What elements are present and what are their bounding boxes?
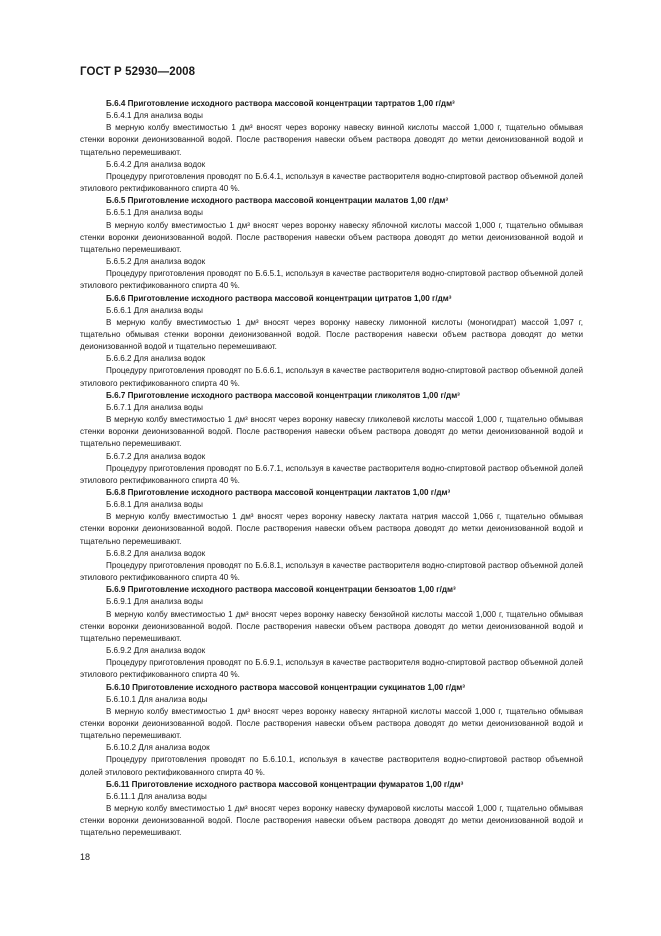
body-paragraph: Процедуру приготовления проводят по Б.6.9.1, используя в качестве растворителя водно-спиртовой раствор объемной долей этилового ректификованного спирта 40 %. — [80, 658, 583, 680]
body-paragraph: Б.6.6.1 Для анализа воды — [106, 305, 203, 315]
body-paragraph: Б.6.10.2 Для анализа водок — [106, 743, 210, 753]
body-paragraph: Б.6.7.2 Для анализа водок — [106, 451, 206, 461]
body-paragraph: Б.6.5.2 Для анализа водок — [106, 257, 206, 267]
body-paragraph: В мерную колбу вместимостью 1 дм³ вносят через воронку навеску бензойной кислоты массой 1,000 г, тщательно обмывая стенки воронки деионизованной водой. После растворения навески объем раствора доводят до метки деионизованной водой и тщательно перемешивают. — [80, 609, 583, 643]
section-heading: Б.6.4 Приготовление исходного раствора массовой концентрации тартратов 1,00 г/дм³ — [106, 99, 455, 108]
body-paragraph: В мерную колбу вместимостью 1 дм³ вносят через воронку навеску винной кислоты массой 1,000 г, тщательно обмывая стенки воронки деионизованной водой. После растворения навески объем раствора доводят до метки деионизованной водой и тщательно перемешивают. — [80, 123, 583, 157]
page-header-title: ГОСТ Р 52930—2008 — [80, 66, 196, 78]
section-heading: Б.6.5 Приготовление исходного раствора массовой концентрации малатов 1,00 г/дм³ — [106, 196, 449, 206]
section-heading: Б.6.11 Приготовление исходного раствора массовой концентрации фумаратов 1,00 г/дм³ — [106, 779, 464, 789]
body-paragraph: Процедуру приготовления проводят по Б.6.7.1, используя в качестве растворителя водно-спиртовой раствор объемной долей этилового ректификованного спирта 40 %. — [80, 463, 583, 485]
body-paragraph: В мерную колбу вместимостью 1 дм³ вносят через воронку навеску фумаровой кислоты массой 1,000 г, тщательно обмывая стенки воронки деионизованной водой. После растворения навески объем раствора доводят до метки деионизованной водой и тщательно перемешивают. — [80, 804, 583, 838]
body-paragraph: В мерную колбу вместимостью 1 дм³ вносят через воронку навеску янтарной кислоты массой 1,000 г, тщательно обмывая стенки воронки деионизованной водой. После растворения навески объем раствора доводят до метки деионизованной водой и тщательно перемешивают. — [80, 706, 583, 741]
body-paragraph: Процедуру приготовления проводят по Б.6.8.1, используя в качестве растворителя водно-спиртовой раствор объемной долей этилового ректификованного спирта 40 %. — [80, 560, 583, 583]
body-paragraph: Процедуру приготовления проводят по Б.6.10.1, используя в качестве растворителя водно-спиртовой раствор объемной долей этилового ректификованного спирта 40 %. — [80, 755, 583, 777]
body-paragraph: Процедуру приготовления проводят по Б.6.5.1, используя в качестве растворителя водно-спиртовой раствор объемной долей этилового ректификованного спирта 40 %. — [80, 269, 583, 291]
body-paragraph: Б.6.8.2 Для анализа водок — [106, 548, 206, 558]
body-paragraph: Б.6.11.1 Для анализа воды — [106, 791, 207, 801]
section-heading: Б.6.9 Приготовление исходного раствора массовой концентрации бензоатов 1,00 г/дм³ — [106, 585, 456, 595]
section-heading: Б.6.7 Приготовление исходного раствора массовой концентрации гликолятов 1,00 г/дм³ — [106, 390, 460, 400]
body-paragraph: Б.6.4.1 Для анализа воды — [106, 111, 203, 121]
body-paragraph: Б.6.6.2 Для анализа водок — [106, 354, 206, 364]
body-paragraph: Процедуру приготовления проводят по Б.6.4.1, используя в качестве растворителя водно-спиртовой раствор объемной долей этилового ректификованного спирта 40 %. — [80, 171, 583, 194]
section-heading: Б.6.10 Приготовление исходного раствора массовой концентрации сукцинатов 1,00 г/дм³ — [106, 682, 465, 692]
body-paragraph: Процедуру приготовления проводят по Б.6.6.1, используя в качестве растворителя водно-спиртовой раствор объемной долей этилового ректификованного спирта 40 %. — [80, 366, 583, 388]
section-heading: Б.6.8 Приготовление исходного раствора массовой концентрации лактатов 1,00 г/дм³ — [106, 488, 451, 497]
body-paragraph: Б.6.5.1 Для анализа воды — [106, 208, 203, 218]
body-paragraph: Б.6.4.2 Для анализа водок — [106, 159, 206, 169]
section-heading: Б.6.6 Приготовление исходного раствора массовой концентрации цитратов 1,00 г/дм³ — [106, 293, 452, 303]
body-paragraph: В мерную колбу вместимостью 1 дм³ вносят через воронку навеску гликолевой кислоты массой 1,000 г, тщательно обмывая стенки воронки деионизованной водой. После растворения навески объем раствора доводят до метки деионизованной водой и тщательно перемешивают. — [80, 415, 583, 449]
body-paragraph: Б.6.8.1 Для анализа воды — [106, 500, 203, 510]
page-number: 18 — [80, 852, 91, 862]
body-paragraph: Б.6.9.2 Для анализа водок — [106, 646, 206, 656]
body-paragraph: В мерную колбу вместимостью 1 дм³ вносят через воронку навеску лактата натрия массой 1,066 г, тщательно обмывая стенки воронки деионизованной водой. После растворения навески объем раствора доводят до метки деионизованной водой и тщательно перемешивают. — [80, 512, 583, 546]
body-paragraph: Б.6.9.1 Для анализа воды — [106, 597, 203, 607]
body-paragraph: Б.6.10.1 Для анализа воды — [106, 694, 208, 704]
body-paragraph: В мерную колбу вместимостью 1 дм³ вносят через воронку навеску яблочной кислоты массой 1,000 г, тщательно обмывая стенки воронки деионизованной водой. После растворения навески объем раствора доводят до метки деионизованной водой и тщательно перемешивают. — [80, 220, 583, 254]
body-paragraph: В мерную колбу вместимостью 1 дм³ вносят через воронку навеску лимонной кислоты (моногидрат) массой 1,097 г, тщательно обмывая стенки воронки деионизованной водой. После растворения навески объем раствора доводят до метки деионизованной водой и тщательно перемешивают. — [80, 317, 583, 352]
body-paragraph: Б.6.7.1 Для анализа воды — [106, 402, 203, 412]
document-body — [80, 98, 583, 840]
